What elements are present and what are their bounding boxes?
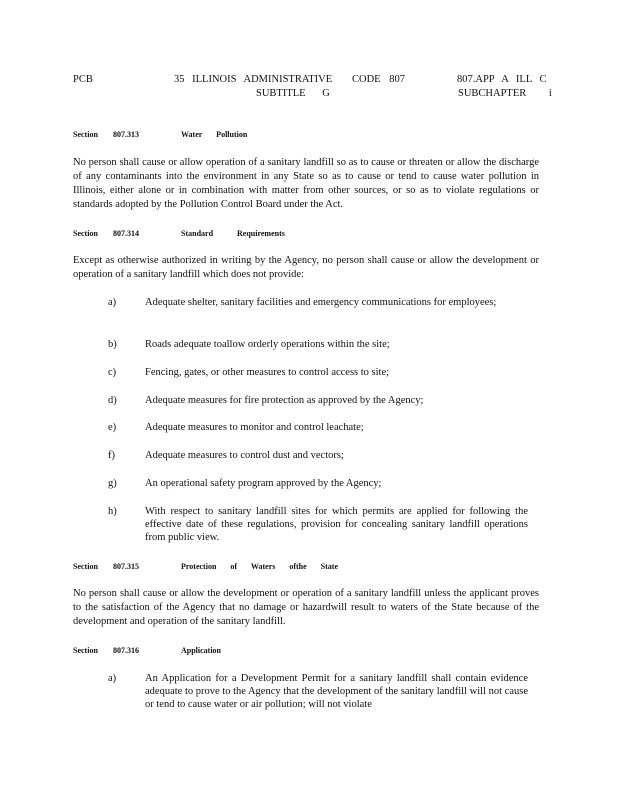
- list-item-label: f): [108, 450, 115, 461]
- list-item-text: With respect to sanitary landfill sites for which permits are applied for following the effective date of these regulations, provision for concealing sanitary landfill operations from public view.: [145, 506, 528, 543]
- header-left: PCB: [73, 74, 93, 85]
- section-title: Application: [181, 646, 222, 655]
- header-ref-line1: 807.APP A ILL C: [457, 74, 547, 85]
- section-word: Section: [73, 646, 98, 655]
- section-314-paragraph: Except as otherwise authorized in writing by the Agency, no person shall cause or allow the development or operation of a sanitary landfill which does not provide:: [73, 255, 539, 280]
- header-title-line1: 35 ILLINOIS ADMINISTRATIVE: [174, 74, 333, 85]
- list-item-label: c): [108, 367, 117, 378]
- section-title: Protection of Waters ofthe State: [181, 562, 339, 571]
- list-item-label: a): [108, 297, 117, 308]
- list-item-label: b): [108, 339, 117, 350]
- section-word: Section: [73, 130, 98, 139]
- list-item-label: e): [108, 422, 117, 433]
- header-code: CODE 807: [352, 74, 405, 85]
- section-title: Standard Requirements: [181, 229, 285, 238]
- section-title: Water Pollution: [181, 130, 248, 139]
- section-313-paragraph: No person shall cause or allow operation of a sanitary landfill so as to cause or threaten or allow the discharge of any contaminants into the environment in any State so as to cause or tend to cause water pollution in Illinois, either alone or in combination with matter from other sources, or so as to violate regulations or standards adopted by the Pollution Control Board under the Act.: [73, 157, 539, 210]
- list-item-label: d): [108, 395, 117, 406]
- header-ref-line2: SUBCHAPTER i: [458, 88, 552, 99]
- section-315-paragraph: No person shall cause or allow the development or operation of a sanitary landfill unless the applicant proves to the satisfaction of the Agency that no damage or hazardwill result to waters of the State because of the development and operation of the sanitary landfill.: [73, 588, 539, 627]
- list-item-text: Adequate measures to control dust and vectors;: [145, 450, 344, 461]
- section-number: 807.313: [113, 130, 139, 139]
- list-item-text: An operational safety program approved by the Agency;: [145, 478, 382, 489]
- list-item-text: Adequate shelter, sanitary facilities and emergency communications for employees;: [145, 297, 497, 308]
- section-number: 807.315: [113, 562, 139, 571]
- section-word: Section: [73, 229, 98, 238]
- section-number: 807.314: [113, 229, 139, 238]
- section-word: Section: [73, 562, 98, 571]
- header-title-line2: SUBTITLE G: [256, 88, 330, 99]
- list-item-text: Fencing, gates, or other measures to control access to site;: [145, 367, 390, 378]
- list-item-label: g): [108, 478, 117, 489]
- list-item-text: Adequate measures to monitor and control leachate;: [145, 422, 364, 433]
- section-number: 807.316: [113, 646, 139, 655]
- list-item-label: a): [108, 673, 117, 684]
- list-item-text: Adequate measures for fire protection as approved by the Agency;: [145, 395, 424, 406]
- list-item-label: h): [108, 506, 117, 517]
- list-item-text: Roads adequate toallow orderly operations within the site;: [145, 339, 390, 350]
- list-item-text: An Application for a Development Permit for a sanitary landfill shall contain evidence adequate to prove to the Agency that the development of the sanitary landfill will not cause or tend to cause water or air pollution; will not violate: [145, 673, 528, 710]
